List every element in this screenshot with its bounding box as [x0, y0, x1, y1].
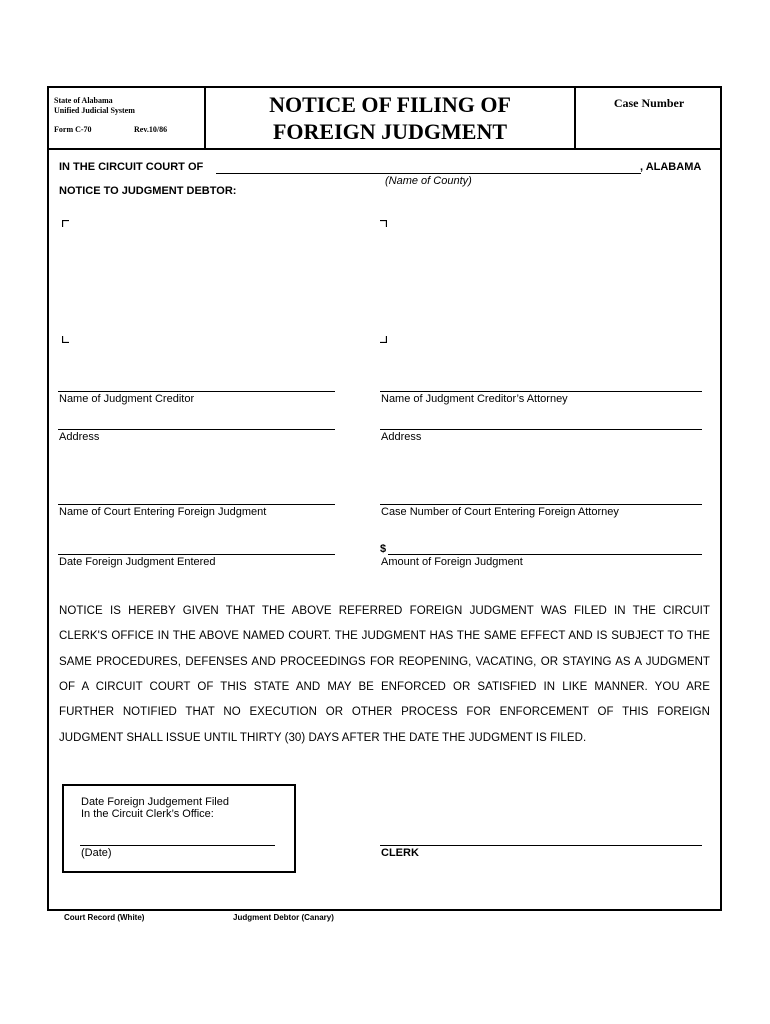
amount-label: Amount of Foreign Judgment [381, 556, 523, 568]
date-entered-field[interactable] [58, 554, 335, 555]
filing-date-field[interactable] [80, 845, 275, 846]
court-entering-field[interactable] [58, 504, 335, 505]
alabama-label: , ALABAMA [640, 161, 702, 173]
form-number: Form C-70 [54, 125, 92, 134]
creditor-name-label: Name of Judgment Creditor [59, 393, 195, 405]
creditor-name-field[interactable] [58, 391, 335, 392]
copy-judgment-debtor: Judgment Debtor (Canary) [233, 913, 334, 922]
court-case-number-label: Case Number of Court Entering Foreign Attorney [381, 506, 619, 518]
attorney-address-label: Address [381, 431, 422, 443]
notice-line-4: OF A CIRCUIT COURT OF THIS STATE AND MAY BE ENFORCED OR SATISFIED IN LIKE MANNER. YOU ARE [59, 681, 710, 693]
creditor-address-field[interactable] [58, 429, 335, 430]
copy-court-record: Court Record (White) [64, 913, 145, 922]
dollar-sign: $ [380, 543, 387, 555]
circuit-court-label: IN THE CIRCUIT COURT OF [59, 161, 204, 173]
court-entering-label: Name of Court Entering Foreign Judgment [59, 506, 267, 518]
form-title-line1: NOTICE OF FILING OF [269, 92, 511, 117]
form-title-line2: FOREIGN JUDGMENT [272, 119, 508, 144]
date-entered-label: Date Foreign Judgment Entered [59, 556, 216, 568]
corner-top-right-icon [380, 220, 387, 227]
notice-line-1: NOTICE IS HEREBY GIVEN THAT THE ABOVE REFERRED FOREIGN JUDGMENT WAS FILED IN THE CIRCUIT [59, 605, 710, 617]
case-number-label: Case Number [613, 96, 685, 110]
revision-date: Rev.10/86 [134, 125, 168, 134]
amount-field[interactable] [388, 554, 702, 555]
county-caption: (Name of County) [385, 175, 472, 187]
attorney-address-field[interactable] [380, 429, 702, 430]
filing-date-caption: (Date) [81, 847, 112, 859]
creditor-attorney-field[interactable] [380, 391, 702, 392]
filing-box-line2: In the Circuit Clerk’s Office: [81, 808, 214, 820]
notice-line-5: FURTHER NOTIFIED THAT NO EXECUTION OR OTHER PROCESS FOR ENFORCEMENT OF THIS FOREIGN [59, 706, 710, 718]
notice-line-6: JUDGMENT SHALL ISSUE UNTIL THIRTY (30) DAYS AFTER THE DATE THE JUDGMENT IS FILED. [59, 732, 587, 744]
judicial-system: Unified Judicial System [54, 106, 135, 115]
corner-bottom-right-icon [380, 336, 387, 343]
county-name-field[interactable] [216, 173, 641, 174]
corner-bottom-left-icon [62, 336, 69, 343]
corner-top-left-icon [62, 220, 69, 227]
notice-line-3: SAME PROCEDURES, DEFENSES AND PROCEEDINGS FOR REOPENING, VACATING, OR STAYING AS A JUDGMENT [59, 656, 710, 668]
creditor-address-label: Address [59, 431, 100, 443]
court-case-number-field[interactable] [380, 504, 702, 505]
clerk-signature-field[interactable] [380, 845, 702, 846]
debtor-heading: NOTICE TO JUDGMENT DEBTOR: [59, 185, 237, 197]
notice-line-2: CLERK'S OFFICE IN THE ABOVE NAMED COURT. THE JUDGMENT HAS THE SAME EFFECT AND IS SUBJECT TO THE [59, 630, 710, 642]
filing-box-line1: Date Foreign Judgement Filed [81, 796, 229, 808]
creditor-attorney-label: Name of Judgment Creditor’s Attorney [381, 393, 568, 405]
clerk-label: CLERK [381, 847, 419, 859]
state-name: State of Alabama [54, 96, 113, 105]
header-bottom-rule [47, 148, 720, 150]
